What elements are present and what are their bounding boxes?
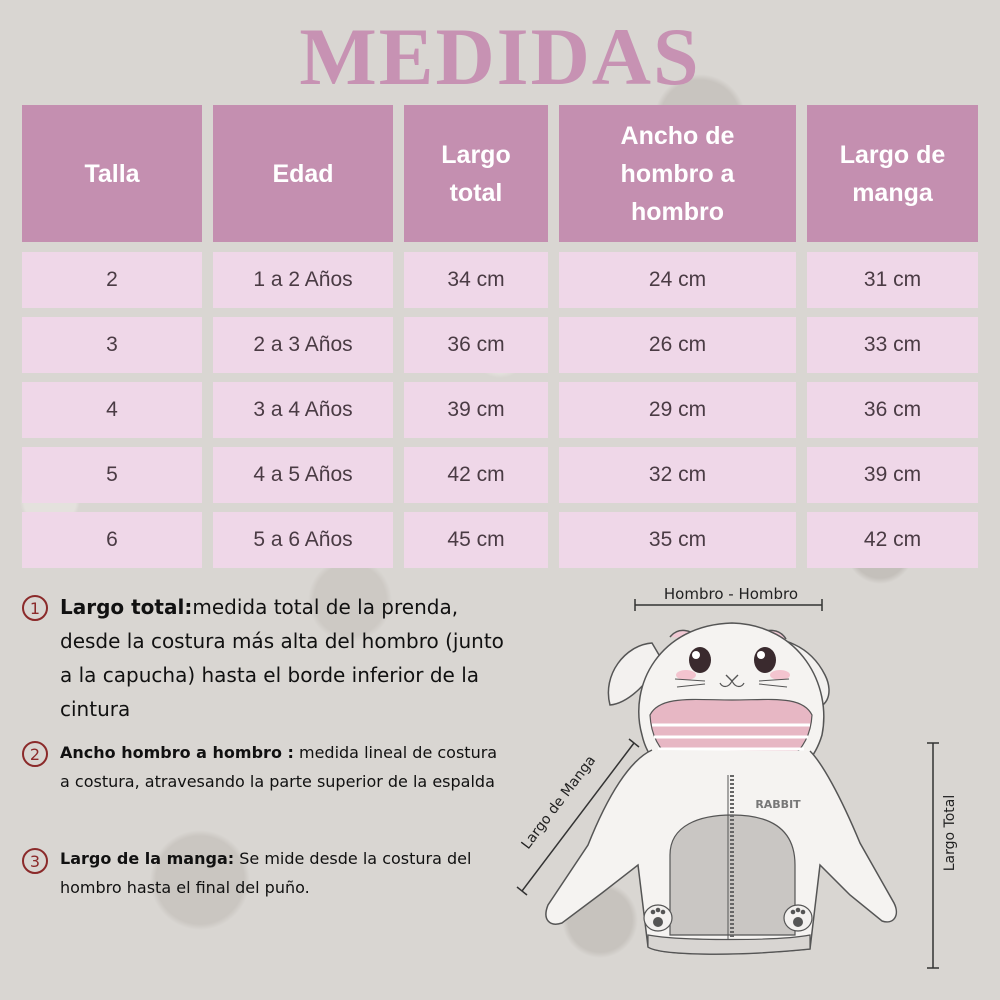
cell-ancho-hombro: 26 cm xyxy=(559,317,796,373)
header-largo-total: Largo total xyxy=(404,105,548,242)
cell-largo-manga: 36 cm xyxy=(807,382,978,438)
note-ancho-hombro xyxy=(60,738,500,796)
length-label: Largo Total xyxy=(942,794,958,872)
cell-ancho-hombro: 24 cm xyxy=(559,252,796,308)
cell-largo-manga: 42 cm xyxy=(807,512,978,568)
jacket-text: RABBIT xyxy=(755,798,801,811)
page-title: MEDIDAS xyxy=(299,11,701,102)
note-largo-manga xyxy=(60,844,480,902)
note-text: medida total de la prenda, desde la costura más alta del hombro (junto a la capucha) hasta el borde inferior de la cintura xyxy=(60,595,504,721)
note-text: Se mide desde la costura del hombro hasta el final del puño. xyxy=(60,849,472,897)
cell-talla: 4 xyxy=(22,382,202,438)
cell-largo-manga: 33 cm xyxy=(807,317,978,373)
note-term: Largo de la manga: xyxy=(60,849,235,868)
cell-talla: 3 xyxy=(22,317,202,373)
shoulder-label: Hombro - Hombro xyxy=(663,585,799,603)
cell-ancho-hombro: 29 cm xyxy=(559,382,796,438)
note-text: medida lineal de costura a costura, atravesando la parte superior de la espalda xyxy=(60,743,498,791)
cell-ancho-hombro: 35 cm xyxy=(559,512,796,568)
header-ancho-hombro: Ancho de hombro a hombro xyxy=(559,105,796,242)
cell-edad: 1 a 2 Años xyxy=(213,252,393,308)
note-largo-total xyxy=(60,590,520,726)
cell-talla: 6 xyxy=(22,512,202,568)
cell-largo-manga: 39 cm xyxy=(807,447,978,503)
note-number-2: 2 xyxy=(22,741,48,767)
cell-largo-total: 39 cm xyxy=(404,382,548,438)
note-term: Largo total: xyxy=(60,595,193,619)
header-edad: Edad xyxy=(213,105,393,242)
jacket-diagram xyxy=(510,575,970,995)
header-talla: Talla xyxy=(22,105,202,242)
cell-talla: 5 xyxy=(22,447,202,503)
cell-largo-total: 36 cm xyxy=(404,317,548,373)
cell-largo-total: 34 cm xyxy=(404,252,548,308)
note-number-1: 1 xyxy=(22,595,48,621)
sleeve-label: Largo de Manga xyxy=(518,752,600,853)
cell-edad: 4 a 5 Años xyxy=(213,447,393,503)
cell-ancho-hombro: 32 cm xyxy=(559,447,796,503)
header-largo-manga: Largo de manga xyxy=(807,105,978,242)
cell-largo-total: 45 cm xyxy=(404,512,548,568)
cell-talla: 2 xyxy=(22,252,202,308)
cell-edad: 3 a 4 Años xyxy=(213,382,393,438)
note-term: Ancho hombro a hombro : xyxy=(60,743,294,762)
note-number-3: 3 xyxy=(22,848,48,874)
cell-largo-manga: 31 cm xyxy=(807,252,978,308)
cell-largo-total: 42 cm xyxy=(404,447,548,503)
cell-edad: 5 a 6 Años xyxy=(213,512,393,568)
cell-edad: 2 a 3 Años xyxy=(213,317,393,373)
